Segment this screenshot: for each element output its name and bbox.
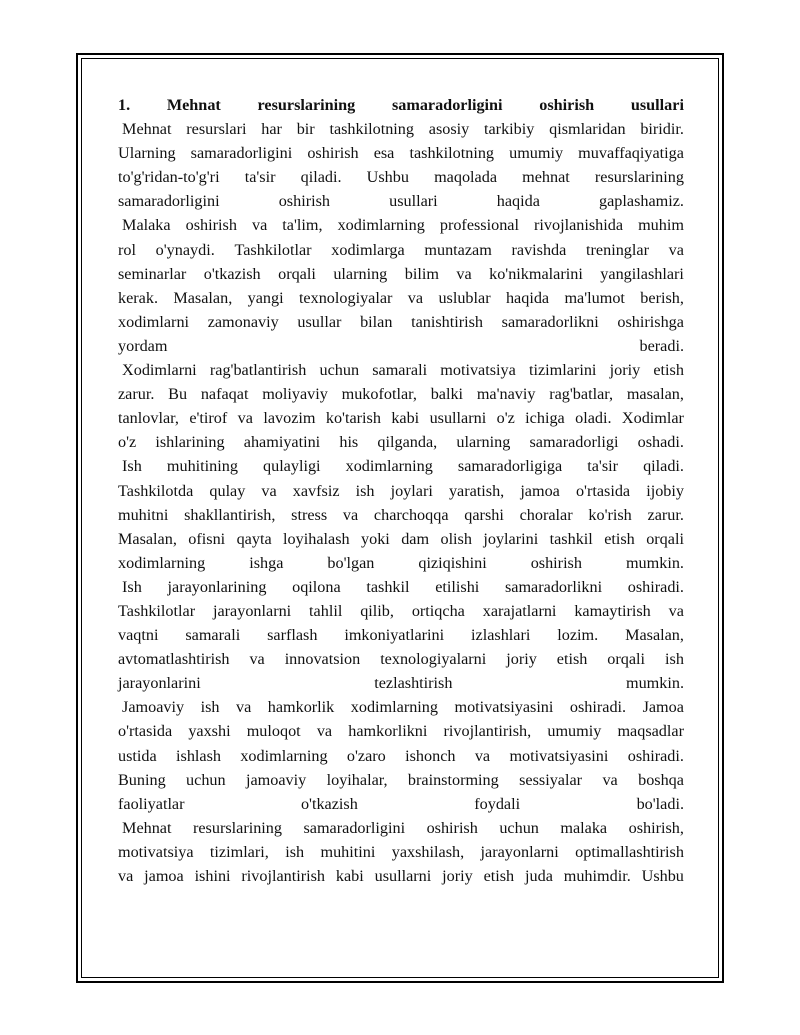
text-line [118, 671, 684, 695]
word: umumiy [547, 722, 602, 741]
word: oshirish, [628, 818, 684, 837]
word: muhim [638, 216, 684, 235]
word: xodimlarning [240, 746, 328, 765]
word: ravishda [511, 240, 567, 259]
word: ishonch [405, 746, 456, 765]
text-line [118, 262, 684, 286]
word: tarkibiy [484, 120, 535, 139]
word: oshiradi. [569, 698, 627, 717]
word: etish [604, 529, 635, 548]
word: Mehnat [118, 120, 172, 139]
word: va [407, 288, 424, 307]
word: olish [440, 529, 472, 548]
word: ofisni [188, 529, 226, 548]
word: ish [200, 698, 220, 717]
word: resurslarining [192, 818, 282, 837]
word: to'g'ridan-to'g'ri [118, 168, 220, 187]
word: jarayonlarining [167, 577, 267, 596]
word: samaradorligi [529, 433, 619, 452]
word: oshiradi. [627, 577, 684, 596]
word: o'zaro [346, 746, 386, 765]
word: mehnat [522, 168, 570, 187]
word: va [342, 505, 359, 524]
word: etish [556, 650, 588, 669]
text-line [118, 816, 684, 840]
word: zamonaviy [207, 312, 279, 331]
word: optimallashtirish [575, 842, 684, 861]
word: Ish [118, 457, 142, 476]
text-line [118, 189, 684, 213]
word: muvaffaqiyatiga [578, 144, 684, 163]
word: ustida [118, 746, 157, 765]
word: his [339, 433, 359, 452]
word: juda [525, 867, 553, 885]
word: usullarni [374, 867, 432, 885]
word: mumkin. [625, 553, 684, 572]
word: faoliyatlar [118, 794, 185, 813]
word: yaxshi [188, 722, 231, 741]
word: lozim. [557, 626, 599, 645]
text-line [118, 575, 684, 599]
word: muhitni [118, 505, 169, 524]
word: samaradorligini [303, 818, 406, 837]
word: qulayligi [263, 457, 321, 476]
word: qiziqishini [418, 553, 487, 572]
word: qismlaridan [549, 120, 626, 139]
word: har [261, 120, 282, 139]
section-heading [118, 93, 684, 117]
word: ishga [249, 553, 284, 572]
word: Ushbu [366, 168, 409, 187]
text-line [118, 744, 684, 768]
word: texnologiyalarni [380, 650, 487, 669]
word: tizimlarini [528, 361, 597, 380]
word: samaradorlikni [501, 312, 599, 331]
word: o'ynaydi. [155, 240, 215, 259]
word: va [668, 240, 684, 259]
word: ish [285, 842, 305, 861]
word: Mehnat [166, 96, 221, 114]
word: muntazam [424, 240, 492, 259]
word: oshadi. [637, 433, 684, 452]
word: ahamiyatini [243, 433, 321, 452]
word: tahlil [309, 601, 343, 620]
word: maqolada [434, 168, 498, 187]
word: beradi. [639, 336, 684, 355]
word: samarali [372, 361, 428, 380]
word: orqali [607, 650, 646, 669]
word: yangi [247, 288, 284, 307]
word: yangilashlari [600, 264, 684, 283]
word: o'z [496, 409, 515, 428]
word: xarajatlarni [482, 601, 557, 620]
word: motivatsiya [118, 842, 194, 861]
word: qulay [209, 481, 246, 500]
text-line [118, 165, 684, 189]
word: texnologiyalar [298, 288, 393, 307]
word: Ularning [118, 144, 176, 163]
word: qilib, [360, 601, 394, 620]
word: qarshi [464, 505, 504, 524]
word: treninglar [586, 240, 649, 259]
word: ta'sir [244, 168, 276, 187]
word: Ushbu [641, 867, 684, 885]
word: ishlarining [155, 433, 225, 452]
text-line [118, 334, 684, 358]
word: oshirish [278, 192, 330, 211]
word: biridir. [640, 120, 684, 139]
word: ish [665, 650, 684, 669]
text-line [118, 479, 684, 503]
word: ortiqcha [411, 601, 465, 620]
word: uchun [319, 361, 360, 380]
word: va [602, 770, 618, 789]
word: orqali [278, 264, 316, 283]
word: resurslarining [257, 96, 356, 114]
text-line [118, 623, 684, 647]
word: lavozim [263, 409, 316, 428]
word: kerak. [118, 288, 158, 307]
word: Bu [168, 385, 188, 404]
word: jarayonlarini [118, 674, 201, 693]
word: balki [430, 385, 464, 404]
word: samaradorligini [118, 192, 220, 211]
word: o'tkazish [300, 794, 358, 813]
word: va [261, 481, 277, 500]
word: samaradorligini [391, 96, 503, 114]
word: va [474, 746, 491, 765]
word: va [235, 698, 252, 717]
word: motivatsiyasini [454, 698, 554, 717]
word: zarur. [647, 505, 684, 524]
word: haqida [496, 192, 540, 211]
word: Masalan, [173, 288, 233, 307]
word: tashkil [549, 529, 593, 548]
text-line [118, 599, 684, 623]
word: oqilona [292, 577, 341, 596]
word: jarayonlarni [480, 842, 559, 861]
word: samarali [185, 626, 241, 645]
word: uchun [186, 770, 226, 789]
text-line [118, 141, 684, 165]
text-line [118, 117, 684, 141]
word: oshirish [530, 553, 582, 572]
word: Mehnat [118, 818, 172, 837]
word: tizimlari, [209, 842, 269, 861]
word: Buning [118, 770, 166, 789]
word: va [316, 722, 333, 741]
word: kabi [335, 867, 364, 885]
word: oshirish [539, 96, 595, 114]
word: rag'batlar, [549, 385, 614, 404]
word: charchoqqa [373, 505, 449, 524]
word: rag'batlantirish [209, 361, 307, 380]
word: maqsadlar [617, 722, 684, 741]
text-line [118, 382, 684, 406]
word: va [456, 264, 472, 283]
word: xavfsiz [292, 481, 340, 500]
word: ta'lim, [282, 216, 323, 235]
word: usullari [389, 192, 438, 211]
text-line [118, 213, 684, 237]
document-body [118, 93, 684, 888]
word: xodimlarga [331, 240, 405, 259]
text-line [118, 840, 684, 864]
word: dam [401, 529, 430, 548]
word: motivatsiyasini [509, 746, 609, 765]
word: seminarlar [118, 264, 187, 283]
word: 1. [118, 96, 131, 114]
text-line [118, 695, 684, 719]
word: joylari [390, 481, 433, 500]
text-line [118, 454, 684, 478]
word: ijobiy [646, 481, 684, 500]
text-line [118, 768, 684, 792]
word: tashkilotning [409, 144, 495, 163]
word: Tashkilotda [118, 481, 194, 500]
word: etish [653, 361, 684, 380]
word: umumiy [509, 144, 564, 163]
word: muhitining [166, 457, 238, 476]
word: ish [355, 481, 375, 500]
word: sessiyalar [519, 770, 583, 789]
word: moliyaviy [262, 385, 328, 404]
word: va [249, 650, 265, 669]
word: gaplashamiz. [599, 192, 684, 211]
word: muloqot [246, 722, 301, 741]
word: oshirish [426, 818, 478, 837]
word: loyihalar, [326, 770, 388, 789]
word: yoki [361, 529, 390, 548]
word: ko'rish [588, 505, 632, 524]
word: ko'nikmalarini [489, 264, 583, 283]
text-line [118, 719, 684, 743]
word: Malaka [118, 216, 171, 235]
word: va [668, 601, 684, 620]
word: bilim [404, 264, 439, 283]
word: muhimdir. [563, 867, 631, 885]
word: joriy [609, 361, 641, 380]
word: ma'naviy [476, 385, 536, 404]
word: ishlash [176, 746, 221, 765]
word: samaradorligiga [457, 457, 563, 476]
text-line [118, 238, 684, 262]
word: qayta [236, 529, 272, 548]
word: rivojlantirish [241, 867, 326, 885]
word: o'z [118, 433, 137, 452]
word: esa [373, 144, 395, 163]
word: xodimlarning [350, 698, 438, 717]
word: motivatsiya [440, 361, 516, 380]
word: usullar [297, 312, 342, 331]
word: Xodimlar [621, 409, 684, 428]
word: shakllantirish, [184, 505, 276, 524]
word: ta'sir [587, 457, 619, 476]
word: va [237, 409, 253, 428]
word: Masalan, [625, 626, 684, 645]
word: kabi [391, 409, 420, 428]
word: rivojlanishida [534, 216, 624, 235]
text-line [118, 647, 684, 671]
word: Tashkilotlar [118, 601, 196, 620]
word: Tashkilotlar [234, 240, 312, 259]
word: Jamoa [642, 698, 684, 717]
word: Masalan, [118, 529, 177, 548]
word: resurslarining [594, 168, 684, 187]
word: usullari [630, 96, 684, 114]
word: avtomatlashtirish [118, 650, 230, 669]
word: oshirishga [617, 312, 684, 331]
word: izlashlari [471, 626, 531, 645]
word: tezlashtirish [374, 674, 453, 693]
text-line [118, 310, 684, 334]
word: xodimlarning [337, 216, 425, 235]
word: mukofotlar, [341, 385, 417, 404]
word: choralar [519, 505, 573, 524]
word: va [118, 867, 134, 885]
text-line [118, 864, 684, 888]
text-line [118, 551, 684, 575]
word: jamoa [144, 867, 184, 885]
word: joriy [442, 867, 473, 885]
word: ularning [333, 264, 388, 283]
word: tanishtirish [411, 312, 484, 331]
word: loyihalash [283, 529, 350, 548]
word: xodimlarning [118, 553, 206, 572]
word: stress [291, 505, 328, 524]
word: masalan, [626, 385, 684, 404]
word: jamoaviy [245, 770, 307, 789]
text-line [118, 503, 684, 527]
word: berish, [640, 288, 684, 307]
word: ularning [456, 433, 511, 452]
word: sarflash [267, 626, 318, 645]
word: innovatsion [284, 650, 361, 669]
word: ichiga [525, 409, 565, 428]
word: va [251, 216, 268, 235]
word: oladi. [575, 409, 612, 428]
word: imkoniyatlarini [344, 626, 445, 645]
word: ma'lumot [564, 288, 625, 307]
word: hamkorlik [267, 698, 335, 717]
word: uslublar [438, 288, 491, 307]
word: bir [296, 120, 315, 139]
word: o'rtasida [118, 722, 173, 741]
word: ko'tarish [325, 409, 381, 428]
word: hamkorlikni [348, 722, 428, 741]
word: qiladi. [300, 168, 342, 187]
text-line [118, 406, 684, 430]
text-line [118, 358, 684, 382]
text-line [118, 792, 684, 816]
word: tanlovlar, [118, 409, 179, 428]
word: Jamoaviy [118, 698, 185, 717]
word: yordam [118, 336, 168, 355]
word: oshirish [185, 216, 237, 235]
word: rol [118, 240, 136, 259]
word: usullarni [429, 409, 487, 428]
word: o'rtasida [575, 481, 631, 500]
word: tashkilotning [329, 120, 414, 139]
word: resurslari [186, 120, 247, 139]
word: samaradorlikni [504, 577, 603, 596]
word: kamaytirish [574, 601, 651, 620]
word: asosiy [428, 120, 470, 139]
word: yaratish, [448, 481, 505, 500]
text-line [118, 527, 684, 551]
word: malaka [560, 818, 608, 837]
word: uchun [499, 818, 539, 837]
word: yaxshilash, [391, 842, 465, 861]
word: mumkin. [625, 674, 684, 693]
word: oshiradi. [627, 746, 684, 765]
word: o'tkazish [203, 264, 261, 283]
word: Ish [118, 577, 142, 596]
word: muhitini [320, 842, 376, 861]
word: vaqtni [118, 626, 159, 645]
word: tashkil [366, 577, 410, 596]
word: etilishi [435, 577, 480, 596]
word: bo'ladi. [636, 794, 684, 813]
word: jarayonlarni [212, 601, 292, 620]
word: ishini [194, 867, 231, 885]
word: haqida [505, 288, 550, 307]
word: qiladi. [643, 457, 684, 476]
word: nafaqat [200, 385, 249, 404]
word: foydali [474, 794, 521, 813]
word: professional [439, 216, 519, 235]
word: Xodimlarni [118, 361, 197, 380]
word: xodimlarning [345, 457, 433, 476]
word: zarur. [118, 385, 155, 404]
word: xodimlarni [118, 312, 190, 331]
word: brainstorming [407, 770, 499, 789]
word: samaradorligini [190, 144, 293, 163]
word: joylarini [483, 529, 539, 548]
word: rivojlantirish, [443, 722, 532, 741]
word: bilan [360, 312, 393, 331]
word: qilganda, [377, 433, 438, 452]
text-line [118, 286, 684, 310]
word: e'tirof [189, 409, 228, 428]
word: jamoa [520, 481, 560, 500]
word: boshqa [638, 770, 684, 789]
word: bo'lgan [327, 553, 375, 572]
word: joriy [506, 650, 537, 669]
word: orqali [646, 529, 684, 548]
word: oshirish [307, 144, 359, 163]
text-line [118, 430, 684, 454]
word: etish [483, 867, 515, 885]
